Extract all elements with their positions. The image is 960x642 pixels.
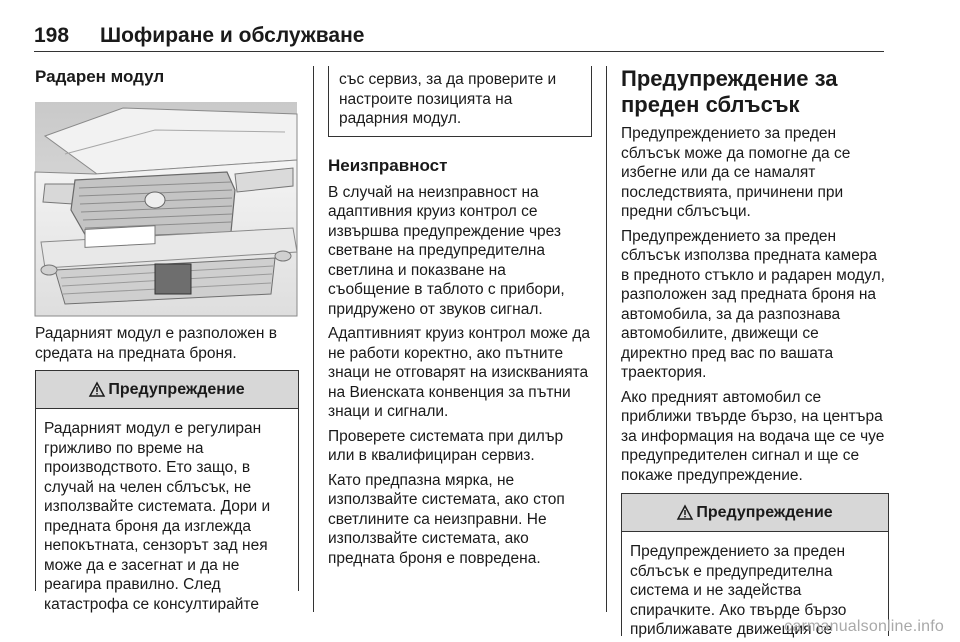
fault-paragraph-4: Като предпазна мярка, не използвайте системата, ако стоп светлините са неизправни. Не използвайте системата, ако предната броня е повредена.: [328, 471, 565, 567]
warning-body: Предупреждението за преден сблъсък е предупредителна система и не задейства спирачките. Ако твърде бързо приближавате движещия се: [630, 543, 847, 638]
chapter-title: Шофиране и обслужване: [100, 24, 365, 47]
warning-triangle-icon: [677, 505, 693, 520]
warning-box-collision: [621, 493, 889, 636]
warning-header: [36, 371, 298, 409]
warning-body: Радарният модул е регулиран грижливо по време на производството. Ето защо, в случай на челен сблъсък, не използвайте системата. Дори и предната броня да изглежда непокътната, сензорът зад нея може да е засегнат и да не реагира правилно. След катастрофа се консултирайте: [44, 420, 271, 613]
watermark: carmanualsonline.info: [784, 618, 944, 635]
section-title-radar: Радарен модул: [35, 67, 165, 86]
warning-continuation: със сервиз, за да проверите и настроите позицията на радарния модул.: [328, 66, 592, 137]
warning-title: Предупреждение: [696, 503, 833, 521]
column-divider: [313, 66, 314, 612]
collision-paragraph-1: Предупреждението за преден сблъсък може да помогне да се избегне или да се намалят последствията, причинени при предни сблъсъци.: [621, 125, 851, 220]
fault-paragraph-3: Проверете системата при дилър или в квалифициран сервиз.: [328, 427, 564, 464]
collision-paragraph-3: Ако предният автомобил се приближи твърде бързо, на центъра за информация на водача ще се чуе предупредителен сигнал и ще се покаже предупреждение.: [621, 388, 885, 484]
section-title-collision: Предупреждение за преден сблъсък: [621, 66, 838, 117]
column-divider: [606, 66, 607, 612]
radar-caption: Радарният модул е разположен в средата на предната броня.: [35, 325, 278, 362]
column-2: [328, 66, 592, 573]
column-3: [621, 66, 889, 636]
header-rule: [34, 51, 884, 52]
warning-triangle-icon: [89, 382, 105, 397]
page-number: 198: [34, 24, 70, 47]
page-header: [34, 24, 884, 54]
section-title-fault: Неизправност: [328, 155, 448, 175]
fault-paragraph-1: В случай на неизправност на адаптивния круиз контрол се извършва предупреждение чрез светване на предупредителна светлина и показване на съобщение в таблото с прибори, придружено от звуков сигнал.: [328, 183, 565, 318]
car-front-illustration: [35, 102, 297, 316]
fault-paragraph-2: Адаптивният круиз контрол може да не работи коректно, ако пътните знаци не отговарят на изискванията на Виенската конвенция за пътни знаци и сигнали.: [328, 325, 591, 420]
collision-paragraph-2: Предупреждението за преден сблъсък използва предната камера в предното стъкло и радарен модул, разположен зад предната броня на автомобила, за да разпознава автомобилите, движещи се директно пред вас по вашата траектория.: [621, 227, 885, 381]
column-1: [35, 66, 299, 613]
warning-box-radar: [35, 370, 299, 613]
warning-header: [622, 494, 888, 532]
warning-title: Предупреждение: [108, 380, 245, 398]
